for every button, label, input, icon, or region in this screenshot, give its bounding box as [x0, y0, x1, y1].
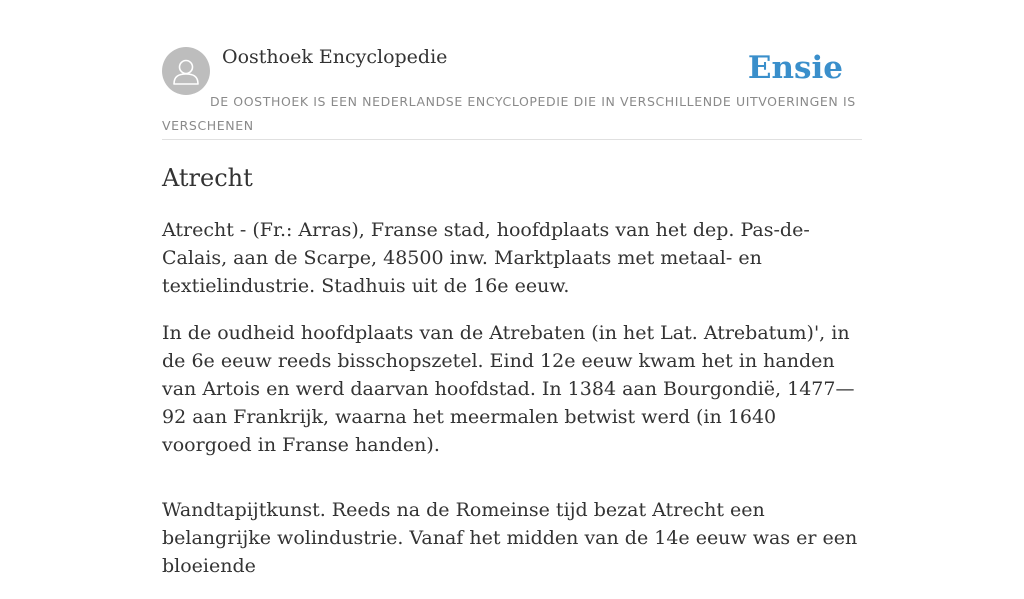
header-divider [162, 139, 862, 140]
article-title: Atrecht [162, 164, 253, 192]
source-avatar[interactable] [162, 47, 210, 95]
article-body [162, 216, 866, 599]
article-paragraph: In de oudheid hoofdplaats van de Atrebaten (in het Lat. Atrebatum)', in de 6e eeuw reeds bisschopszetel. Eind 12e eeuw kwam het in handen van Artois en werd daarvan hoofdstad. In 1384 aan Bourgondië, 1477—92 aan Frankrijk, waarna het meermalen betwist werd (in 1640 voorgoed in Franse handen). [162, 322, 855, 456]
brand-logo[interactable]: Ensie [747, 50, 843, 86]
article-paragraph: Wandtapijtkunst. Reeds na de Romeinse tijd bezat Atrecht een belangrijke wolindustrie. Vanaf het midden van de 14e eeuw was er een bloeiende [162, 499, 858, 577]
article-paragraph: Atrecht - (Fr.: Arras), Franse stad, hoofdplaats van het dep. Pas-de-Calais, aan de Scarpe, 48500 inw. Marktplaats met metaal- en textielindustrie. Stadhuis uit de 16e eeuw. [162, 219, 810, 297]
user-silhouette-icon [162, 47, 210, 95]
source-description: DE OOSTHOEK IS EEN NEDERLANDSE ENCYCLOPEDIE DIE IN VERSCHILLENDE UITVOERINGEN IS VERSCHENEN [162, 94, 856, 133]
source-title[interactable]: Oosthoek Encyclopedie [222, 46, 448, 68]
